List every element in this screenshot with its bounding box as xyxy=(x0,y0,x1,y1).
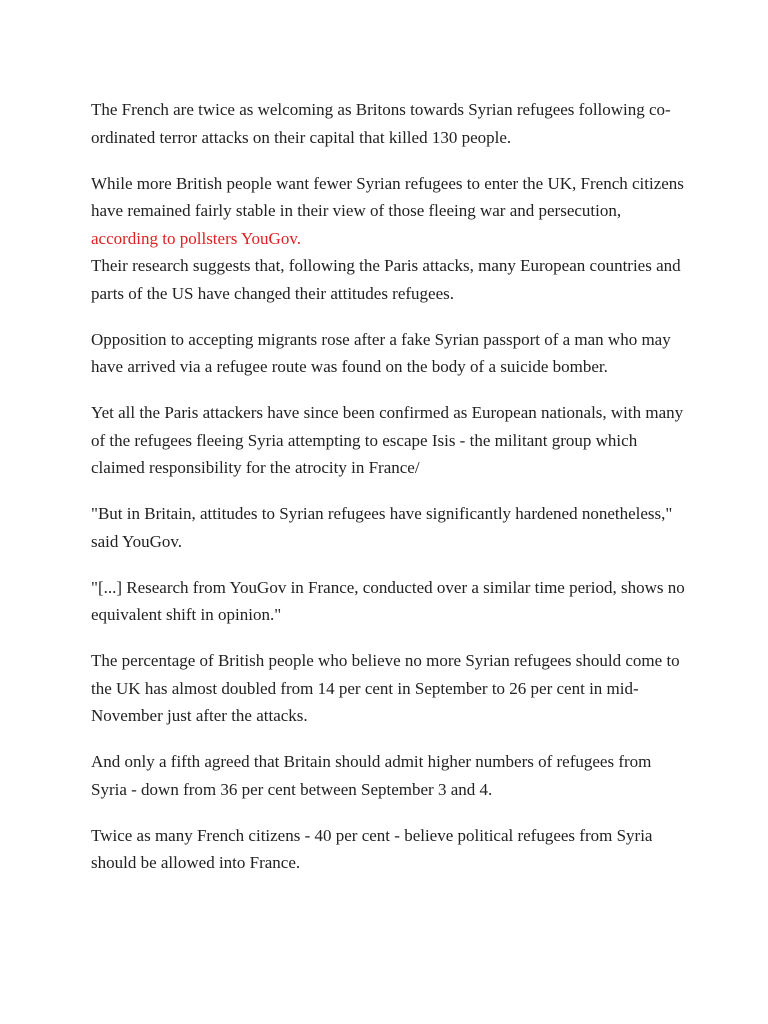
paragraph-5: Yet all the Paris attackers have since been confirmed as European nationals, with many of the refugees fleeing Syria attempting to escape Isis - the militant group which claimed responsibility for the atrocity in France/ xyxy=(91,403,684,477)
paragraph-9: And only a fifth agreed that Britain should admit higher numbers of refugees from Syria - down from 36 per cent between September 3 and 4. xyxy=(91,752,652,799)
yougov-link[interactable]: according to pollsters YouGov. xyxy=(91,228,301,248)
paragraph-2-text: While more British people want fewer Syrian refugees to enter the UK, French citizens have remained fairly stable in their view of those fleeing war and persecution, xyxy=(91,173,684,220)
paragraph-2 xyxy=(91,170,688,253)
paragraph-8: The percentage of British people who believe no more Syrian refugees should come to the UK has almost doubled from 14 per cent in September to 26 per cent in mid-November just after the attacks. xyxy=(91,651,680,725)
paragraph-1: The French are twice as welcoming as Britons towards Syrian refugees following co- ordinated terror attacks on their capital that killed 130 people. xyxy=(91,100,671,147)
paragraph-3: Their research suggests that, following the Paris attacks, many European countries and parts of the US have changed their attitudes refugees. xyxy=(91,256,681,303)
paragraph-4: Opposition to accepting migrants rose after a fake Syrian passport of a man who may have arrived via a refugee route was found on the body of a suicide bomber. xyxy=(91,329,671,376)
paragraph-6: "But in Britain, attitudes to Syrian refugees have significantly hardened nonetheless," said YouGov. xyxy=(91,504,673,551)
paragraph-10: Twice as many French citizens - 40 per cent - believe political refugees from Syria should be allowed into France. xyxy=(91,825,653,872)
paragraph-7: "[...] Research from YouGov in France, conducted over a similar time period, shows no equivalent shift in opinion." xyxy=(91,577,685,624)
